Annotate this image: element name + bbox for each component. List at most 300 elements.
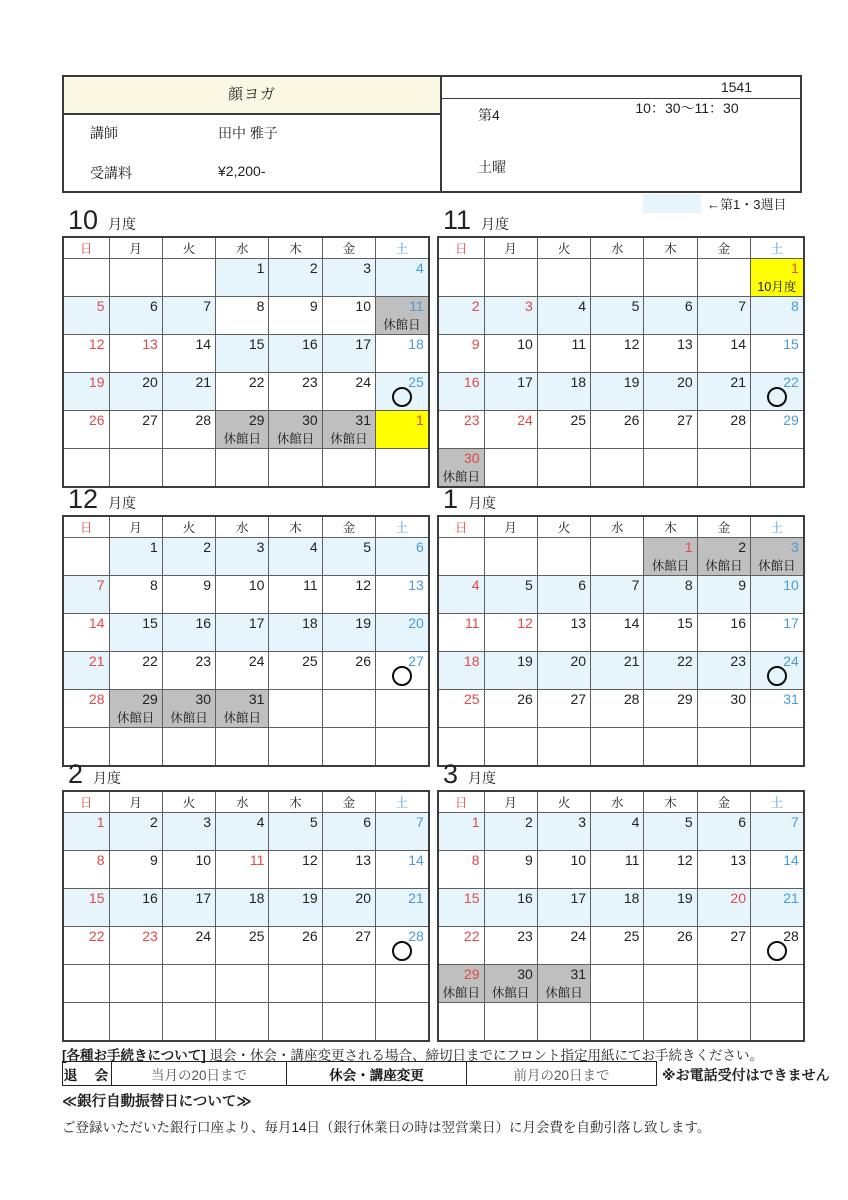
day-number: 23 <box>517 928 533 944</box>
day-cell <box>375 965 428 1003</box>
weekday-header: 木 <box>644 516 697 538</box>
day-cell <box>644 851 697 889</box>
day-cell <box>216 652 269 690</box>
day-cell <box>109 889 162 927</box>
calendar-november <box>437 206 803 488</box>
day-number: 29 <box>248 412 265 428</box>
day-cell <box>216 259 269 297</box>
weekday-header: 水 <box>216 516 269 538</box>
day-number: 10 <box>248 577 265 593</box>
day-cell <box>644 690 697 728</box>
day-cell <box>375 614 428 652</box>
day-cell <box>109 965 162 1003</box>
day-number: 2 <box>309 260 318 276</box>
day-cell <box>644 652 697 690</box>
day-number: 15 <box>463 890 480 906</box>
day-number: 23 <box>195 653 212 669</box>
day-number: 1 <box>256 260 265 276</box>
day-cell <box>63 259 109 297</box>
day-number: 15 <box>677 615 693 631</box>
day-cell <box>591 690 644 728</box>
day-cell <box>438 851 484 889</box>
weekday-header: 火 <box>162 791 215 813</box>
day-cell <box>697 889 750 927</box>
weekday-header: 月 <box>484 237 537 259</box>
day-cell <box>162 851 215 889</box>
day-number: 5 <box>363 539 371 555</box>
day-number: 1 <box>415 412 424 428</box>
closed-day-label: 休館日 <box>545 986 583 1000</box>
day-cell <box>375 335 428 373</box>
day-cell <box>162 449 215 488</box>
weekday-header: 金 <box>322 237 375 259</box>
day-cell <box>750 851 803 889</box>
day-number: 9 <box>150 852 158 868</box>
day-cell <box>216 927 269 965</box>
weekday-header: 水 <box>591 237 644 259</box>
day-cell <box>375 538 428 576</box>
day-number: 18 <box>623 890 640 906</box>
day-number: 11 <box>409 298 424 314</box>
day-number: 24 <box>248 653 265 669</box>
day-number: 16 <box>730 615 746 631</box>
day-cell <box>537 411 590 449</box>
day-cell <box>162 411 215 449</box>
calendar-week-row <box>438 1003 804 1042</box>
day-number: 2 <box>150 814 158 830</box>
day-cell <box>591 259 644 297</box>
day-cell <box>537 373 590 411</box>
day-number: 5 <box>525 577 533 593</box>
day-number: 14 <box>408 852 424 868</box>
day-cell <box>375 259 428 297</box>
weekday-header: 火 <box>537 791 590 813</box>
class-info-right <box>442 77 800 191</box>
day-number: 16 <box>302 336 318 352</box>
day-number: 20 <box>408 615 424 631</box>
day-number: 23 <box>302 374 318 390</box>
calendar-week-row <box>63 373 429 411</box>
calendar-week-row <box>63 614 429 652</box>
weekday-header: 金 <box>697 516 750 538</box>
calendar-week-row <box>438 965 804 1003</box>
day-cell <box>162 576 215 614</box>
day-cell <box>591 652 644 690</box>
day-number: 4 <box>471 577 480 593</box>
month-title <box>437 206 803 236</box>
day-cell <box>644 373 697 411</box>
day-number: 28 <box>623 691 640 707</box>
day-cell <box>750 576 803 614</box>
day-number: 16 <box>517 890 533 906</box>
day-number: 8 <box>684 577 693 593</box>
day-cell <box>644 576 697 614</box>
day-cell <box>591 538 644 576</box>
day-cell <box>375 927 428 965</box>
day-number: 9 <box>471 336 480 352</box>
suspension-deadline: 前月の20日まで <box>466 1062 656 1085</box>
month-number: 2 <box>68 759 84 789</box>
day-number: 18 <box>302 615 318 631</box>
day-cell <box>63 889 109 927</box>
closed-day-label: 休館日 <box>651 559 690 573</box>
day-number: 28 <box>408 928 424 944</box>
calendar-week-row <box>63 449 429 488</box>
day-number: 28 <box>195 412 212 428</box>
day-number: 22 <box>677 653 693 669</box>
day-cell <box>375 851 428 889</box>
calendar-week-row <box>438 297 804 335</box>
month-grid <box>62 790 430 1042</box>
day-cell <box>438 889 484 927</box>
day-cell <box>216 538 269 576</box>
day-number: 23 <box>463 412 480 428</box>
day-number: 1 <box>150 539 158 555</box>
day-number: 10 <box>570 852 587 868</box>
closed-day-label: 休館日 <box>276 432 315 446</box>
day-cell <box>322 851 375 889</box>
day-cell <box>322 297 375 335</box>
day-number: 16 <box>142 890 158 906</box>
day-number: 4 <box>256 814 265 830</box>
day-cell <box>537 889 590 927</box>
day-number: 6 <box>150 298 158 314</box>
closed-day-label: 休館日 <box>383 318 421 332</box>
day-number: 15 <box>142 615 158 631</box>
day-number: 13 <box>570 615 587 631</box>
day-number: 5 <box>309 814 318 830</box>
day-cell <box>269 335 322 373</box>
day-cell <box>109 259 162 297</box>
day-number: 13 <box>408 577 424 593</box>
month-title <box>437 485 803 515</box>
calendar-week-row <box>63 297 429 335</box>
day-cell <box>216 965 269 1003</box>
day-cell <box>269 373 322 411</box>
day-cell <box>162 652 215 690</box>
day-cell <box>484 373 537 411</box>
day-cell <box>63 813 109 851</box>
day-cell <box>537 690 590 728</box>
day-number: 17 <box>248 615 265 631</box>
day-cell <box>537 927 590 965</box>
day-cell <box>438 965 484 1003</box>
day-number: 15 <box>783 336 799 352</box>
calendar-week-row <box>63 538 429 576</box>
day-cell <box>269 851 322 889</box>
day-number: 24 <box>195 928 212 944</box>
day-cell <box>269 927 322 965</box>
day-cell <box>438 690 484 728</box>
day-cell <box>63 449 109 488</box>
calendar-february <box>62 760 428 1042</box>
day-cell <box>591 335 644 373</box>
day-cell <box>438 927 484 965</box>
day-cell <box>109 1003 162 1042</box>
weekday-header: 火 <box>162 516 215 538</box>
day-number: 19 <box>623 374 640 390</box>
calendar-december <box>62 485 428 767</box>
day-cell <box>537 259 590 297</box>
day-cell <box>322 927 375 965</box>
day-number: 30 <box>302 412 318 428</box>
day-cell <box>591 576 644 614</box>
day-number: 11 <box>303 577 318 593</box>
day-cell <box>438 614 484 652</box>
class-info-table <box>62 75 802 193</box>
weekday-header: 月 <box>109 237 162 259</box>
day-number: 28 <box>730 412 746 428</box>
day-number: 9 <box>203 577 212 593</box>
procedures-text: 退会・休会・講座変更される場合、締切日までにフロント指定用紙にてお手続きください。 <box>209 1048 763 1063</box>
weekday-header: 土 <box>750 237 803 259</box>
day-cell <box>216 297 269 335</box>
day-number: 4 <box>631 814 640 830</box>
month-unit-label: 月度 <box>481 216 510 232</box>
day-cell <box>216 449 269 488</box>
day-number: 31 <box>783 691 799 707</box>
day-number: 5 <box>96 298 105 314</box>
class-day-circle-icon <box>767 941 787 961</box>
day-cell <box>644 259 697 297</box>
day-cell <box>591 449 644 488</box>
calendar-week-row <box>63 927 429 965</box>
day-cell <box>438 813 484 851</box>
day-number: 18 <box>248 890 265 906</box>
day-number: 13 <box>355 852 371 868</box>
calendar-week-row <box>63 576 429 614</box>
day-cell <box>697 690 750 728</box>
day-cell <box>697 411 750 449</box>
month-unit-label: 月度 <box>468 770 497 786</box>
day-number: 19 <box>355 615 371 631</box>
day-cell <box>109 851 162 889</box>
day-cell <box>484 652 537 690</box>
day-cell <box>484 1003 537 1042</box>
day-cell <box>162 690 215 728</box>
day-number: 27 <box>408 653 424 669</box>
deadline-table <box>62 1061 657 1086</box>
day-cell <box>375 576 428 614</box>
day-cell <box>644 449 697 488</box>
day-number: 13 <box>142 336 158 352</box>
day-number: 3 <box>203 814 212 830</box>
day-cell <box>375 813 428 851</box>
day-cell <box>269 889 322 927</box>
day-cell <box>438 297 484 335</box>
calendar-week-row <box>63 889 429 927</box>
day-number: 16 <box>463 374 480 390</box>
day-number: 26 <box>88 412 105 428</box>
day-cell <box>63 538 109 576</box>
weekday-header: 水 <box>591 516 644 538</box>
instructor-row <box>90 123 278 143</box>
day-cell <box>109 652 162 690</box>
weekday-header: 木 <box>269 237 322 259</box>
day-cell <box>750 652 803 690</box>
day-cell <box>63 576 109 614</box>
month-number: 1 <box>443 484 459 514</box>
day-cell <box>216 1003 269 1042</box>
day-cell <box>216 373 269 411</box>
day-number: 5 <box>631 298 640 314</box>
calendar-week-row <box>438 576 804 614</box>
day-cell <box>750 411 803 449</box>
day-cell <box>484 297 537 335</box>
day-cell <box>322 1003 375 1042</box>
day-cell <box>750 614 803 652</box>
fee-value: ¥2,200- <box>218 163 266 179</box>
day-number: 29 <box>677 691 693 707</box>
day-number: 31 <box>355 412 371 428</box>
day-cell <box>438 652 484 690</box>
calendar-week-row <box>63 335 429 373</box>
weekday-header: 金 <box>322 791 375 813</box>
day-cell <box>109 538 162 576</box>
calendar-week-row <box>63 652 429 690</box>
day-number: 25 <box>463 691 480 707</box>
day-cell <box>109 927 162 965</box>
day-number: 20 <box>355 890 371 906</box>
day-number: 7 <box>415 814 424 830</box>
day-cell <box>269 576 322 614</box>
calendar-week-row <box>63 813 429 851</box>
day-cell <box>109 297 162 335</box>
day-number: 18 <box>570 374 587 390</box>
fee-label: 受講料 <box>90 165 132 181</box>
day-cell <box>750 449 803 488</box>
month-title <box>62 206 428 236</box>
day-cell <box>322 576 375 614</box>
calendar-week-row <box>438 652 804 690</box>
weekday-header: 水 <box>216 791 269 813</box>
calendar-week-row <box>438 259 804 297</box>
day-cell <box>750 813 803 851</box>
day-cell <box>438 538 484 576</box>
day-number: 22 <box>783 374 799 390</box>
day-cell <box>322 652 375 690</box>
class-day-circle-icon <box>767 387 787 407</box>
day-number: 27 <box>677 412 693 428</box>
day-cell <box>162 259 215 297</box>
day-number: 14 <box>88 615 105 631</box>
cell-note-label: 10月度 <box>757 280 797 294</box>
calendar-march <box>437 760 803 1042</box>
day-number: 17 <box>517 374 533 390</box>
day-cell <box>216 411 269 449</box>
day-cell <box>63 1003 109 1042</box>
day-number: 7 <box>96 577 105 593</box>
weekday-header: 火 <box>537 516 590 538</box>
day-cell <box>591 889 644 927</box>
day-number: 17 <box>570 890 587 906</box>
calendar-week-row <box>438 927 804 965</box>
day-cell <box>269 259 322 297</box>
day-number: 6 <box>363 814 371 830</box>
closed-day-label: 休館日 <box>491 986 530 1000</box>
instructor-name: 田中 雅子 <box>218 125 278 141</box>
day-cell <box>750 373 803 411</box>
day-cell <box>322 373 375 411</box>
day-number: 12 <box>355 577 371 593</box>
procedures-title: [各種お手続きについて] <box>62 1048 206 1063</box>
calendar-week-row <box>63 690 429 728</box>
weekday-header: 水 <box>591 791 644 813</box>
day-number: 3 <box>525 298 533 314</box>
day-cell <box>162 889 215 927</box>
day-number: 17 <box>783 615 799 631</box>
calendar-week-row <box>438 851 804 889</box>
day-number: 4 <box>415 260 424 276</box>
class-day-circle-icon <box>392 941 412 961</box>
calendar-week-row <box>63 259 429 297</box>
day-number: 20 <box>570 653 587 669</box>
day-number: 12 <box>677 852 693 868</box>
day-cell <box>537 576 590 614</box>
day-cell <box>216 813 269 851</box>
day-number: 29 <box>783 412 799 428</box>
day-cell <box>375 373 428 411</box>
day-cell <box>750 1003 803 1042</box>
month-number: 12 <box>68 484 99 514</box>
weekday-header: 日 <box>63 516 109 538</box>
day-number: 6 <box>684 298 693 314</box>
day-number: 16 <box>195 615 212 631</box>
weekday-header: 月 <box>484 516 537 538</box>
day-cell <box>63 690 109 728</box>
day-number: 25 <box>570 412 587 428</box>
day-number: 21 <box>88 653 105 669</box>
day-cell <box>322 449 375 488</box>
day-number: 29 <box>142 691 158 707</box>
day-number: 23 <box>730 653 746 669</box>
day-cell <box>697 652 750 690</box>
withdrawal-deadline: 当月の20日まで <box>111 1062 286 1085</box>
calendar-week-row <box>438 449 804 488</box>
day-cell <box>750 690 803 728</box>
day-number: 26 <box>302 928 318 944</box>
day-number: 2 <box>738 539 746 555</box>
day-cell <box>216 576 269 614</box>
day-cell <box>322 813 375 851</box>
day-cell <box>322 889 375 927</box>
day-number: 17 <box>355 336 371 352</box>
day-number: 15 <box>248 336 265 352</box>
day-number: 19 <box>302 890 318 906</box>
day-number: 22 <box>248 374 265 390</box>
day-cell <box>537 449 590 488</box>
day-cell <box>644 538 697 576</box>
day-cell <box>591 927 644 965</box>
calendar-week-row <box>438 335 804 373</box>
day-cell <box>644 927 697 965</box>
day-cell <box>484 965 537 1003</box>
day-number: 24 <box>783 653 799 669</box>
day-cell <box>697 813 750 851</box>
day-number: 21 <box>783 890 799 906</box>
day-number: 12 <box>517 615 533 631</box>
day-cell <box>322 259 375 297</box>
day-number: 10 <box>355 298 371 314</box>
day-cell <box>109 576 162 614</box>
day-number: 31 <box>248 691 265 707</box>
class-time: 10：30～11：30 <box>635 100 739 116</box>
day-number: 25 <box>623 928 640 944</box>
day-cell <box>269 813 322 851</box>
closed-day-label: 休館日 <box>330 432 368 446</box>
day-number: 24 <box>570 928 587 944</box>
day-number: 7 <box>631 577 640 593</box>
